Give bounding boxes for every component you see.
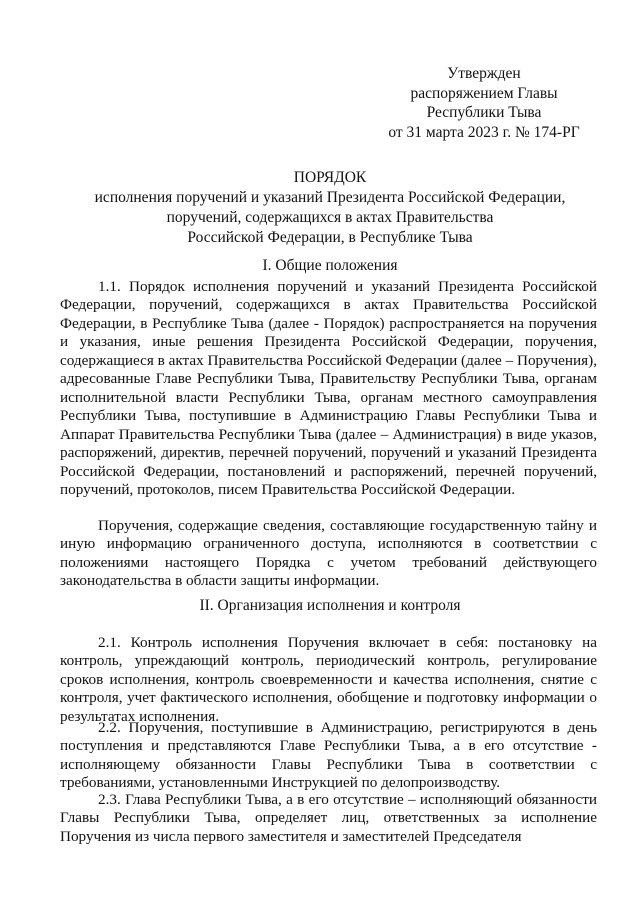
approval-line-date-number: от 31 марта 2023 г. № 174-РГ — [388, 123, 580, 141]
approval-line-order: распоряжением Главы — [410, 84, 558, 102]
paragraph-confidential: Поручения, содержащие сведения, составляющие государственную тайну и иную информацию ограниченного доступа, исполняются в соответствии с положениями настоящего Порядка с учетом требований действующего законодательства в области защиты информации. — [60, 517, 597, 590]
paragraph-2-3: 2.3. Глава Республики Тыва, а в его отсутствие – исполняющий обязанности Главы Республики Тыва, определяет лиц, ответственных за исполнение Поручения из числа первого заместителя и заместителей Председателя — [60, 791, 597, 845]
document-title-line: исполнения поручений и указаний Президента Российской Федерации, — [94, 189, 566, 206]
document-title-heading: ПОРЯДОК — [293, 169, 367, 186]
paragraph-2-1: 2.1. Контроль исполнения Поручения включает в себя: постановку на контроль, упреждающий контроль, периодический контроль, регулирование сроков исполнения, контроль своевременности и качества исполнения, снятие с контроля, учет фактического исполнения, обобщение и подготовку информации о результатах исполнения. — [60, 634, 597, 725]
document-title-line: Российской Федерации, в Республике Тыва — [187, 229, 473, 246]
approval-stamp — [370, 64, 598, 142]
section-heading-general: I. Общие положения — [262, 257, 398, 274]
approval-line-republic: Республики Тыва — [426, 104, 542, 121]
document-title-line: поручений, содержащихся в актах Правительства — [166, 209, 494, 226]
paragraph-2-2: 2.2. Поручения, поступившие в Администрацию, регистрируются в день поступления и представляются Главе Республики Тыва, а в его отсутствие - исполняющему обязанности Главы Республики Тыва в соответствии с требованиями, установленными Инструкцией по делопроизводству. — [60, 719, 597, 792]
document-title — [60, 168, 600, 248]
section-heading-organization: II. Организация исполнения и контроля — [199, 597, 461, 614]
approval-line-approved: Утвержден — [447, 65, 521, 82]
paragraph-1-1: 1.1. Порядок исполнения поручений и указаний Президента Российской Федерации, поручений, содержащихся в актах Правительства Российской Федерации, в Республике Тыва (далее - Порядок) распространяется на поручения и указания, иные решения Президента Российской Федерации, поручения, содержащиеся в актах Правительства Российской Федерации (далее – Поручения), адресованные Главе Республики Тыва, Правительству Республики Тыва, органам исполнительной власти Республики Тыва, органам местного самоуправления Республики Тыва, поступившие в Администрацию Главы Республики Тыва и Аппарат Правительства Республики Тыва (далее – Администрация) в виде указов, распоряжений, директив, перечней поручений, поручений и указаний Президента Российской Федерации, постановлений и распоряжений, перечней поручений, поручений, протоколов, писем Правительства Российской Федерации. — [60, 278, 597, 498]
